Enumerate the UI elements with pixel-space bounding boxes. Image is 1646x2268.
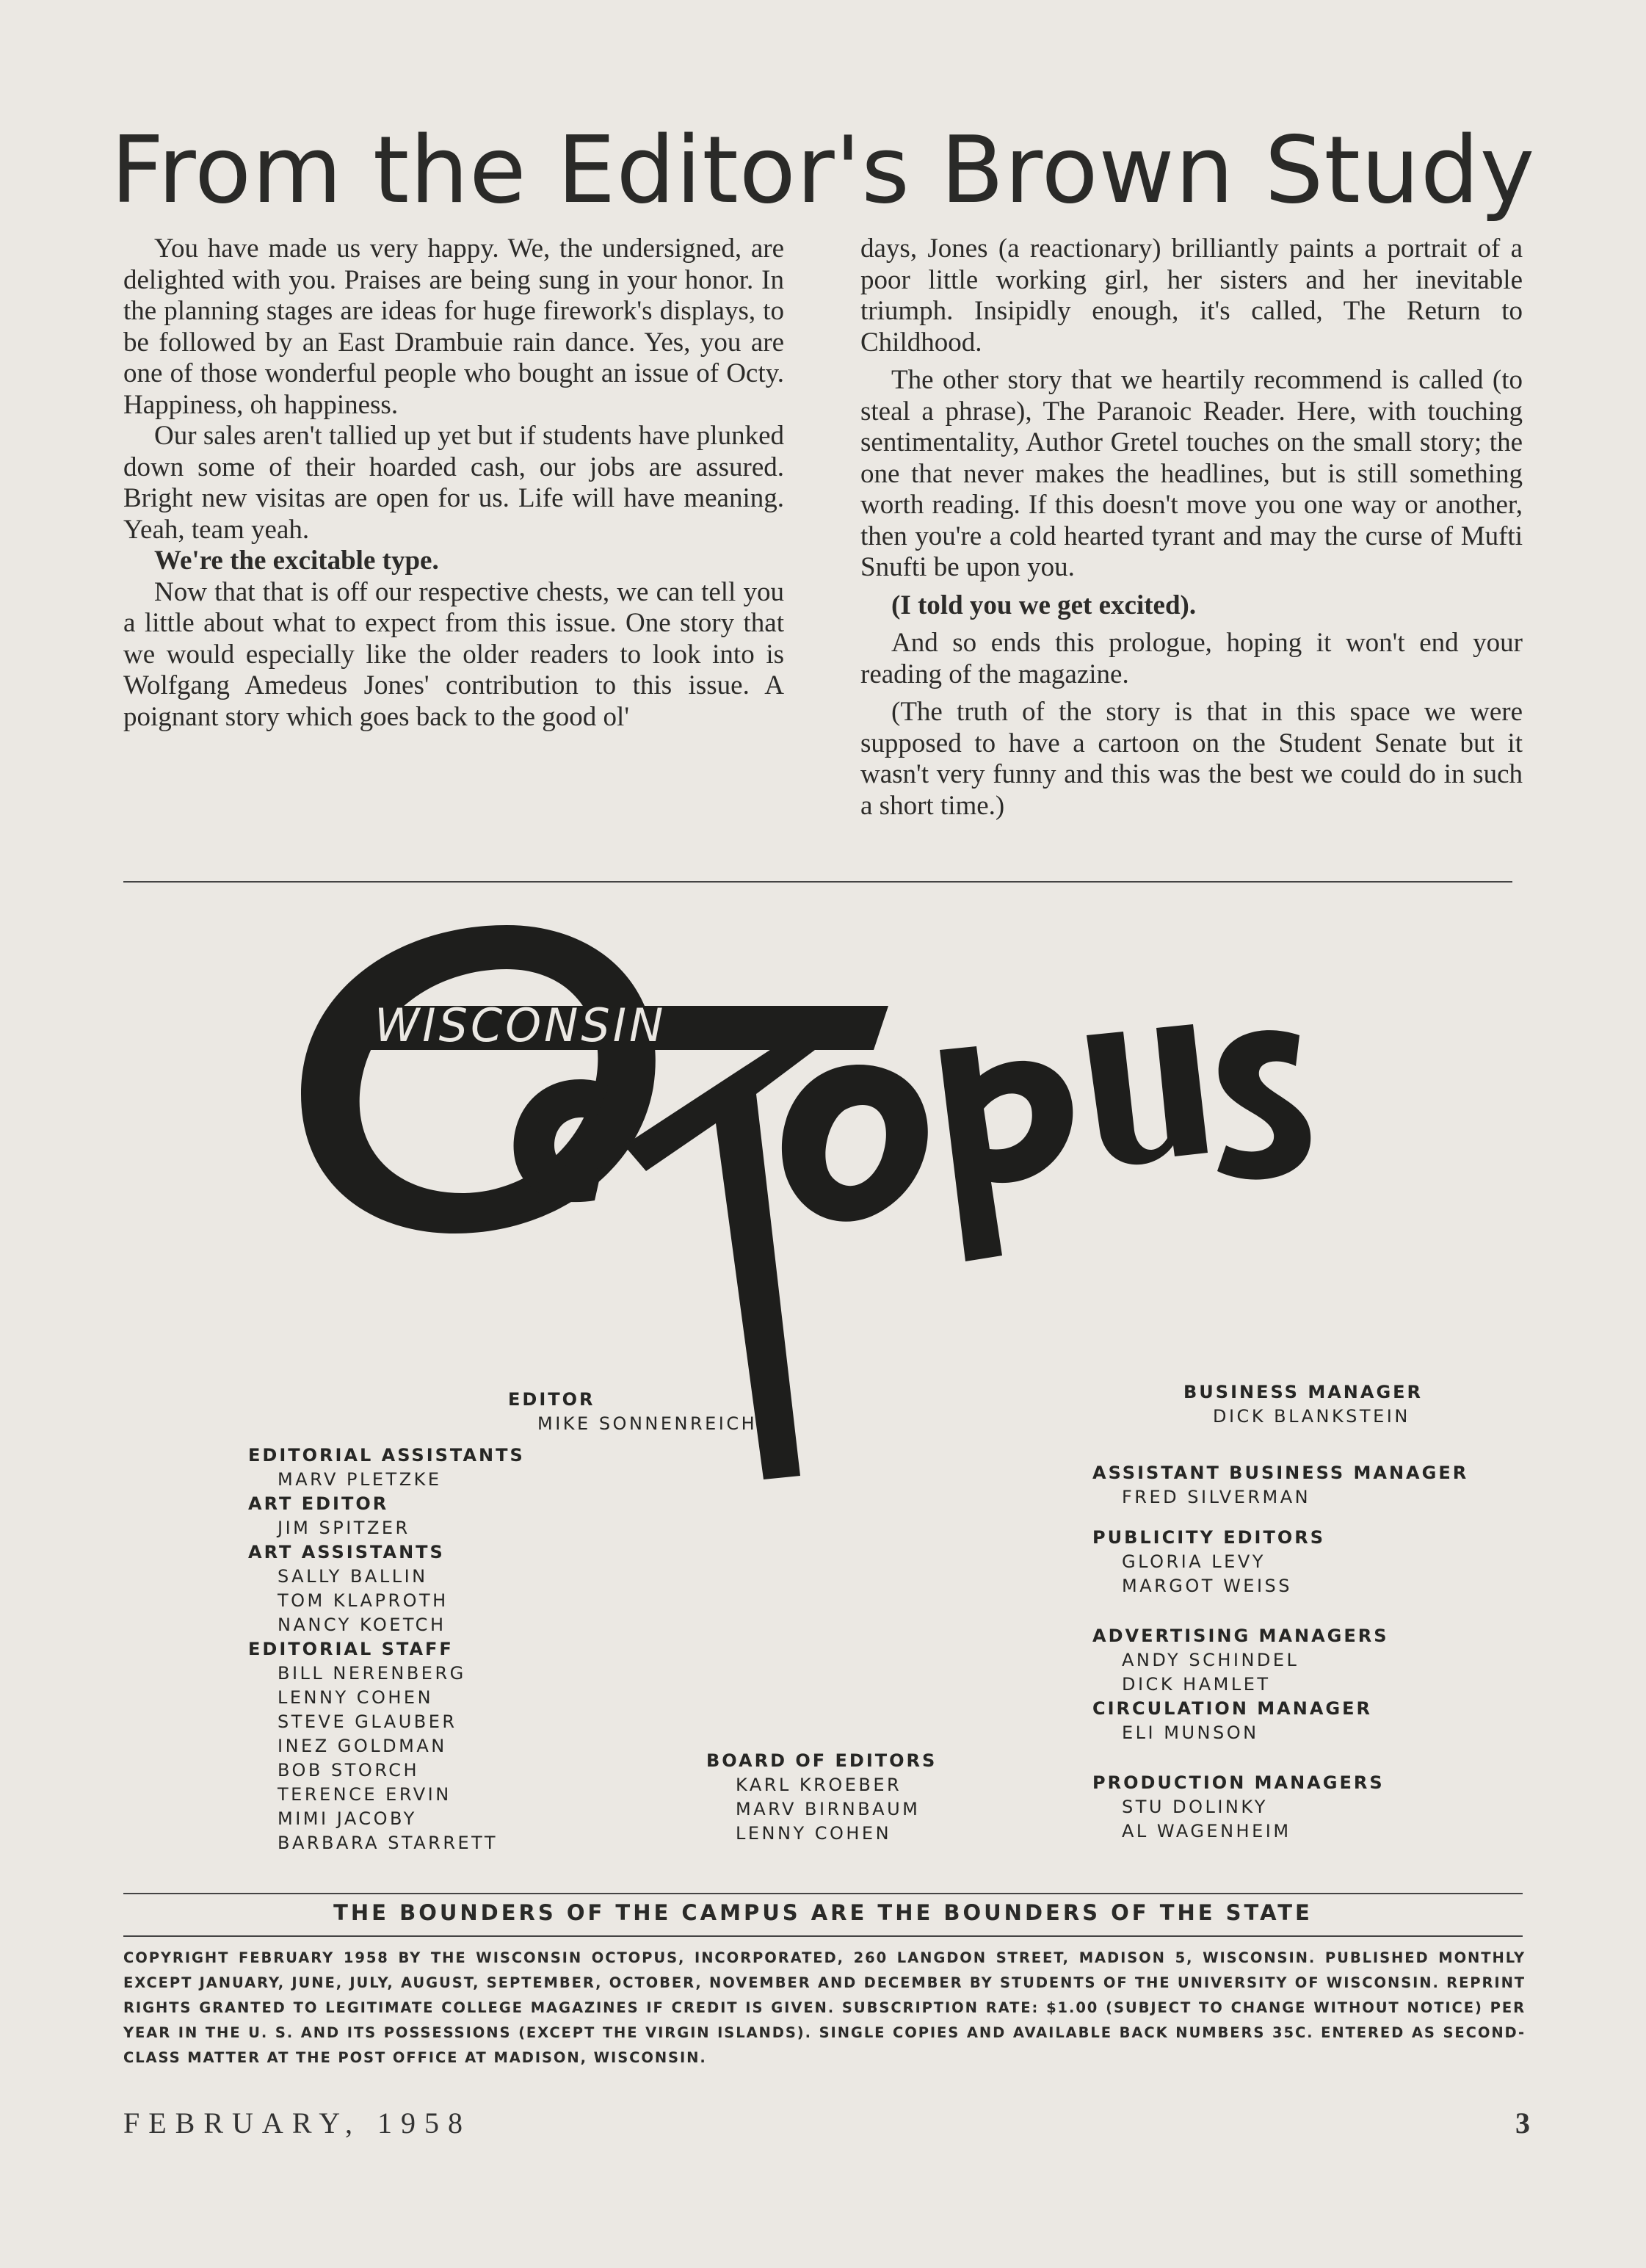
divider-motto-top — [123, 1893, 1523, 1894]
masthead-name: KARL KROEBER — [736, 1775, 902, 1795]
masthead-name: FRED SILVERMAN — [1122, 1487, 1311, 1507]
masthead-name: DICK HAMLET — [1122, 1674, 1271, 1695]
masthead-title: ASSISTANT BUSINESS MANAGER — [1092, 1463, 1469, 1483]
editorial-column-left — [123, 233, 784, 733]
masthead-title: EDITORIAL STAFF — [248, 1639, 454, 1659]
masthead-name: SALLY BALLIN — [278, 1566, 428, 1587]
paragraph: You have made us very happy. We, the undersigned, are delighted with you. Praises are being sung in your honor. In the planning stages are ideas for huge firework's displays, to be followed by an East Drambuie rain dance. Yes, you are one of those wonderful people who bought an issue of Octy. Happiness, oh happiness. — [123, 233, 784, 420]
masthead-title: BOARD OF EDITORS — [706, 1750, 938, 1771]
masthead-name: BILL NERENBERG — [278, 1663, 466, 1684]
masthead-editor — [508, 1388, 757, 1436]
masthead-title: EDITOR — [508, 1389, 595, 1410]
masthead-name: STEVE GLAUBER — [278, 1711, 457, 1732]
masthead-right — [1092, 1461, 1468, 1844]
divider-motto-bottom — [123, 1935, 1523, 1937]
masthead-board — [706, 1749, 937, 1846]
masthead-name: GLORIA LEVY — [1122, 1551, 1266, 1572]
masthead-name: MARV PLETZKE — [278, 1469, 442, 1490]
paragraph: We're the excitable type. — [154, 546, 439, 576]
paragraph: (I told you we get excited). — [891, 590, 1197, 620]
paragraph: Now that that is off our respective chests, we can tell you a little about what to expect from this issue. One story that we would especially like the older readers to look into is Wolfgang Amedeus Jones' contribution to this issue. A poignant story which goes back to the good ol' — [123, 576, 784, 732]
masthead-name: BARBARA STARRETT — [278, 1833, 498, 1853]
logo-s-letter — [1217, 1030, 1310, 1179]
masthead-name: MARV BIRNBAUM — [736, 1799, 921, 1819]
masthead-title: PRODUCTION MANAGERS — [1092, 1772, 1385, 1793]
masthead-left — [248, 1443, 525, 1855]
logo-p-letter — [940, 1046, 1073, 1261]
issue-date: FEBRUARY, 1958 — [123, 2106, 472, 2140]
paragraph: And so ends this prologue, hoping it won't end your reading of the magazine. — [860, 628, 1523, 689]
logo-banner-text: WISCONSIN — [374, 999, 667, 1052]
motto: THE BOUNDERS OF THE CAMPUS ARE THE BOUNDERS OF THE STATE — [333, 1900, 1313, 1925]
paragraph: The other story that we heartily recommend is called (to steal a phrase), The Paranoic Reader. Here, with touching sentimentality, Author Gretel touches on the small story; the one that never makes the headlines, but is still something worth reading. If this doesn't move you one way or another, then you're a cold hearted tyrant and may the curse of Mufti Snufti be upon you. — [860, 365, 1523, 582]
masthead-title: EDITORIAL ASSISTANTS — [248, 1445, 525, 1465]
paragraph: (The truth of the story is that in this space we were supposed to have a cartoon on the Student Senate but it wasn't very funny and this was the best we could do in such a short time.) — [860, 697, 1523, 821]
masthead-name: DICK BLANKSTEIN — [1213, 1406, 1410, 1427]
editorial-column-right — [860, 233, 1523, 822]
masthead-name: MIMI JACOBY — [278, 1808, 417, 1829]
masthead-name: MIKE SONNENREICH — [537, 1413, 758, 1434]
page-title: From the Editor's Brown Study — [110, 116, 1536, 224]
masthead-name: ANDY SCHINDEL — [1122, 1650, 1299, 1670]
masthead-name: STU DOLINKY — [1122, 1797, 1268, 1817]
masthead-name: ELI MUNSON — [1122, 1722, 1259, 1743]
paragraph: days, Jones (a reactionary) brilliantly paints a portrait of a poor little working girl, her sisters and her inevitable triumph. Insipidly enough, it's called, The Return to Childhood. — [860, 233, 1523, 358]
masthead-title: ADVERTISING MANAGERS — [1092, 1626, 1389, 1646]
masthead-title: CIRCULATION MANAGER — [1092, 1698, 1372, 1719]
masthead-title: ART EDITOR — [248, 1493, 389, 1514]
masthead-name: LENNY COHEN — [278, 1687, 434, 1708]
logo-o-letter — [301, 925, 656, 1233]
masthead-title: BUSINESS MANAGER — [1183, 1382, 1424, 1402]
logo-o2-letter — [782, 1065, 928, 1222]
copyright-notice: COPYRIGHT FEBRUARY 1958 BY THE WISCONSIN OCTOPUS, INCORPORATED, 260 LANGDON STREET, MADISON 5, WISCONSIN. PUBLISHED MONTHLY EXCEPT JANUARY, JUNE, JULY, AUGUST, SEPTEMBER, OCTOBER, NOVEMBER AND DECEMBER BY STUDENTS OF THE UNIVERSITY OF WISCONSIN. REPRINT RIGHTS GRANTED TO LEGITIMATE COLLEGE MAGAZINES IF CREDIT IS GIVEN. SUBSCRIPTION RATE: $1.00 (SUBJECT TO CHANGE WITHOUT NOTICE) PER YEAR IN THE U. S. AND ITS POSSESSIONS (EXCEPT THE VIRGIN ISLANDS). SINGLE COPIES AND AVAILABLE BACK NUMBERS 35C. ENTERED AS SECOND-CLASS MATTER AT THE POST OFFICE AT MADISON, WISCONSIN. — [123, 1949, 1526, 2066]
masthead-name: TOM KLAPROTH — [278, 1590, 449, 1611]
logo-u-letter — [1087, 1024, 1208, 1164]
masthead-name: JIM SPITZER — [278, 1518, 410, 1538]
masthead-name: BOB STORCH — [278, 1760, 420, 1780]
masthead-name: TERENCE ERVIN — [278, 1784, 452, 1805]
paragraph: Our sales aren't tallied up yet but if students have plunked down some of their hoarded cash, our jobs are assured. Bright new visitas are open for us. Life will have meaning. Yeah, team yeah. — [123, 421, 784, 545]
masthead-name: INEZ GOLDMAN — [278, 1736, 447, 1756]
masthead-name: NANCY KOETCH — [278, 1615, 446, 1635]
masthead-title: ART ASSISTANTS — [248, 1542, 445, 1562]
masthead-name: MARGOT WEISS — [1122, 1576, 1293, 1596]
masthead-business — [1183, 1380, 1423, 1429]
masthead-name: AL WAGENHEIM — [1122, 1821, 1291, 1841]
masthead-name: LENNY COHEN — [736, 1823, 892, 1844]
page-number: 3 — [1515, 2106, 1530, 2140]
masthead-title: PUBLICITY EDITORS — [1092, 1527, 1326, 1548]
divider-top — [123, 881, 1512, 883]
